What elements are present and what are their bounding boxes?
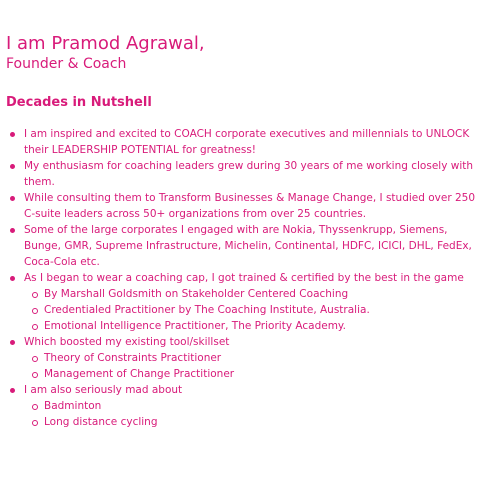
list-item [24, 382, 484, 430]
sub-list-item [44, 414, 484, 430]
sub-list-item [44, 398, 484, 414]
sub-list-item [44, 366, 484, 382]
list-item [24, 126, 484, 158]
sub-list-item-text: Badminton [44, 400, 102, 412]
list-item-text: I am also seriously mad about [24, 384, 183, 396]
list-item-text: While consulting them to Transform Businesses & Manage Change, I studied over 250 C-suite leaders across 50+ organizations from over 25 countries. [24, 192, 476, 220]
sub-list-item-text: Management of Change Practitioner [44, 368, 235, 380]
sub-list-item-text: Long distance cycling [44, 416, 158, 428]
list-item [24, 334, 484, 382]
sub-list-item-text: Credentialed Practitioner by The Coaching Institute, Australia. [44, 304, 370, 316]
sub-list [24, 398, 484, 430]
bullet-icon [10, 340, 15, 345]
circle-bullet-icon [32, 308, 38, 314]
circle-bullet-icon [32, 292, 38, 298]
list-item [24, 190, 484, 222]
list-item [24, 270, 484, 334]
list-item-text: Which boosted my existing tool/skillset [24, 336, 230, 348]
bullet-icon [10, 388, 15, 393]
sub-list-item [44, 318, 484, 334]
sub-list-item-text: Emotional Intelligence Practitioner, The Priority Academy. [44, 320, 346, 332]
sub-list-item [44, 286, 484, 302]
bullet-icon [10, 228, 15, 233]
page-subtitle: Founder & Coach [6, 56, 127, 72]
bullet-icon [10, 196, 15, 201]
page-title: I am Pramod Agrawal, [6, 33, 205, 54]
section-title: Decades in Nutshell [6, 95, 152, 110]
circle-bullet-icon [32, 356, 38, 362]
bullet-list [24, 126, 484, 430]
circle-bullet-icon [32, 420, 38, 426]
circle-bullet-icon [32, 324, 38, 330]
bullet-icon [10, 164, 15, 169]
list-item-text: I am inspired and excited to COACH corporate executives and millennials to UNLOCK their LEADERSHIP POTENTIAL for greatness! [24, 128, 470, 156]
circle-bullet-icon [32, 404, 38, 410]
list-item [24, 222, 484, 270]
list-item [24, 158, 484, 190]
list-item-text: As I began to wear a coaching cap, I got trained & certified by the best in the game [24, 272, 464, 284]
sub-list-item [44, 302, 484, 318]
list-item-text: Some of the large corporates I engaged with are Nokia, Thyssenkrupp, Siemens, Bunge, GMR, Supreme Infrastructure, Michelin, Continental, HDFC, ICICI, DHL, FedEx, Coca-Cola etc. [24, 224, 472, 268]
sub-list [24, 286, 484, 334]
circle-bullet-icon [32, 372, 38, 378]
sub-list [24, 350, 484, 382]
sub-list-item-text: Theory of Constraints Practitioner [44, 352, 222, 364]
sub-list-item [44, 350, 484, 366]
list-item-text: My enthusiasm for coaching leaders grew during 30 years of me working closely with them. [24, 160, 474, 188]
sub-list-item-text: By Marshall Goldsmith on Stakeholder Centered Coaching [44, 288, 349, 300]
bullet-icon [10, 276, 15, 281]
bullet-icon [10, 132, 15, 137]
